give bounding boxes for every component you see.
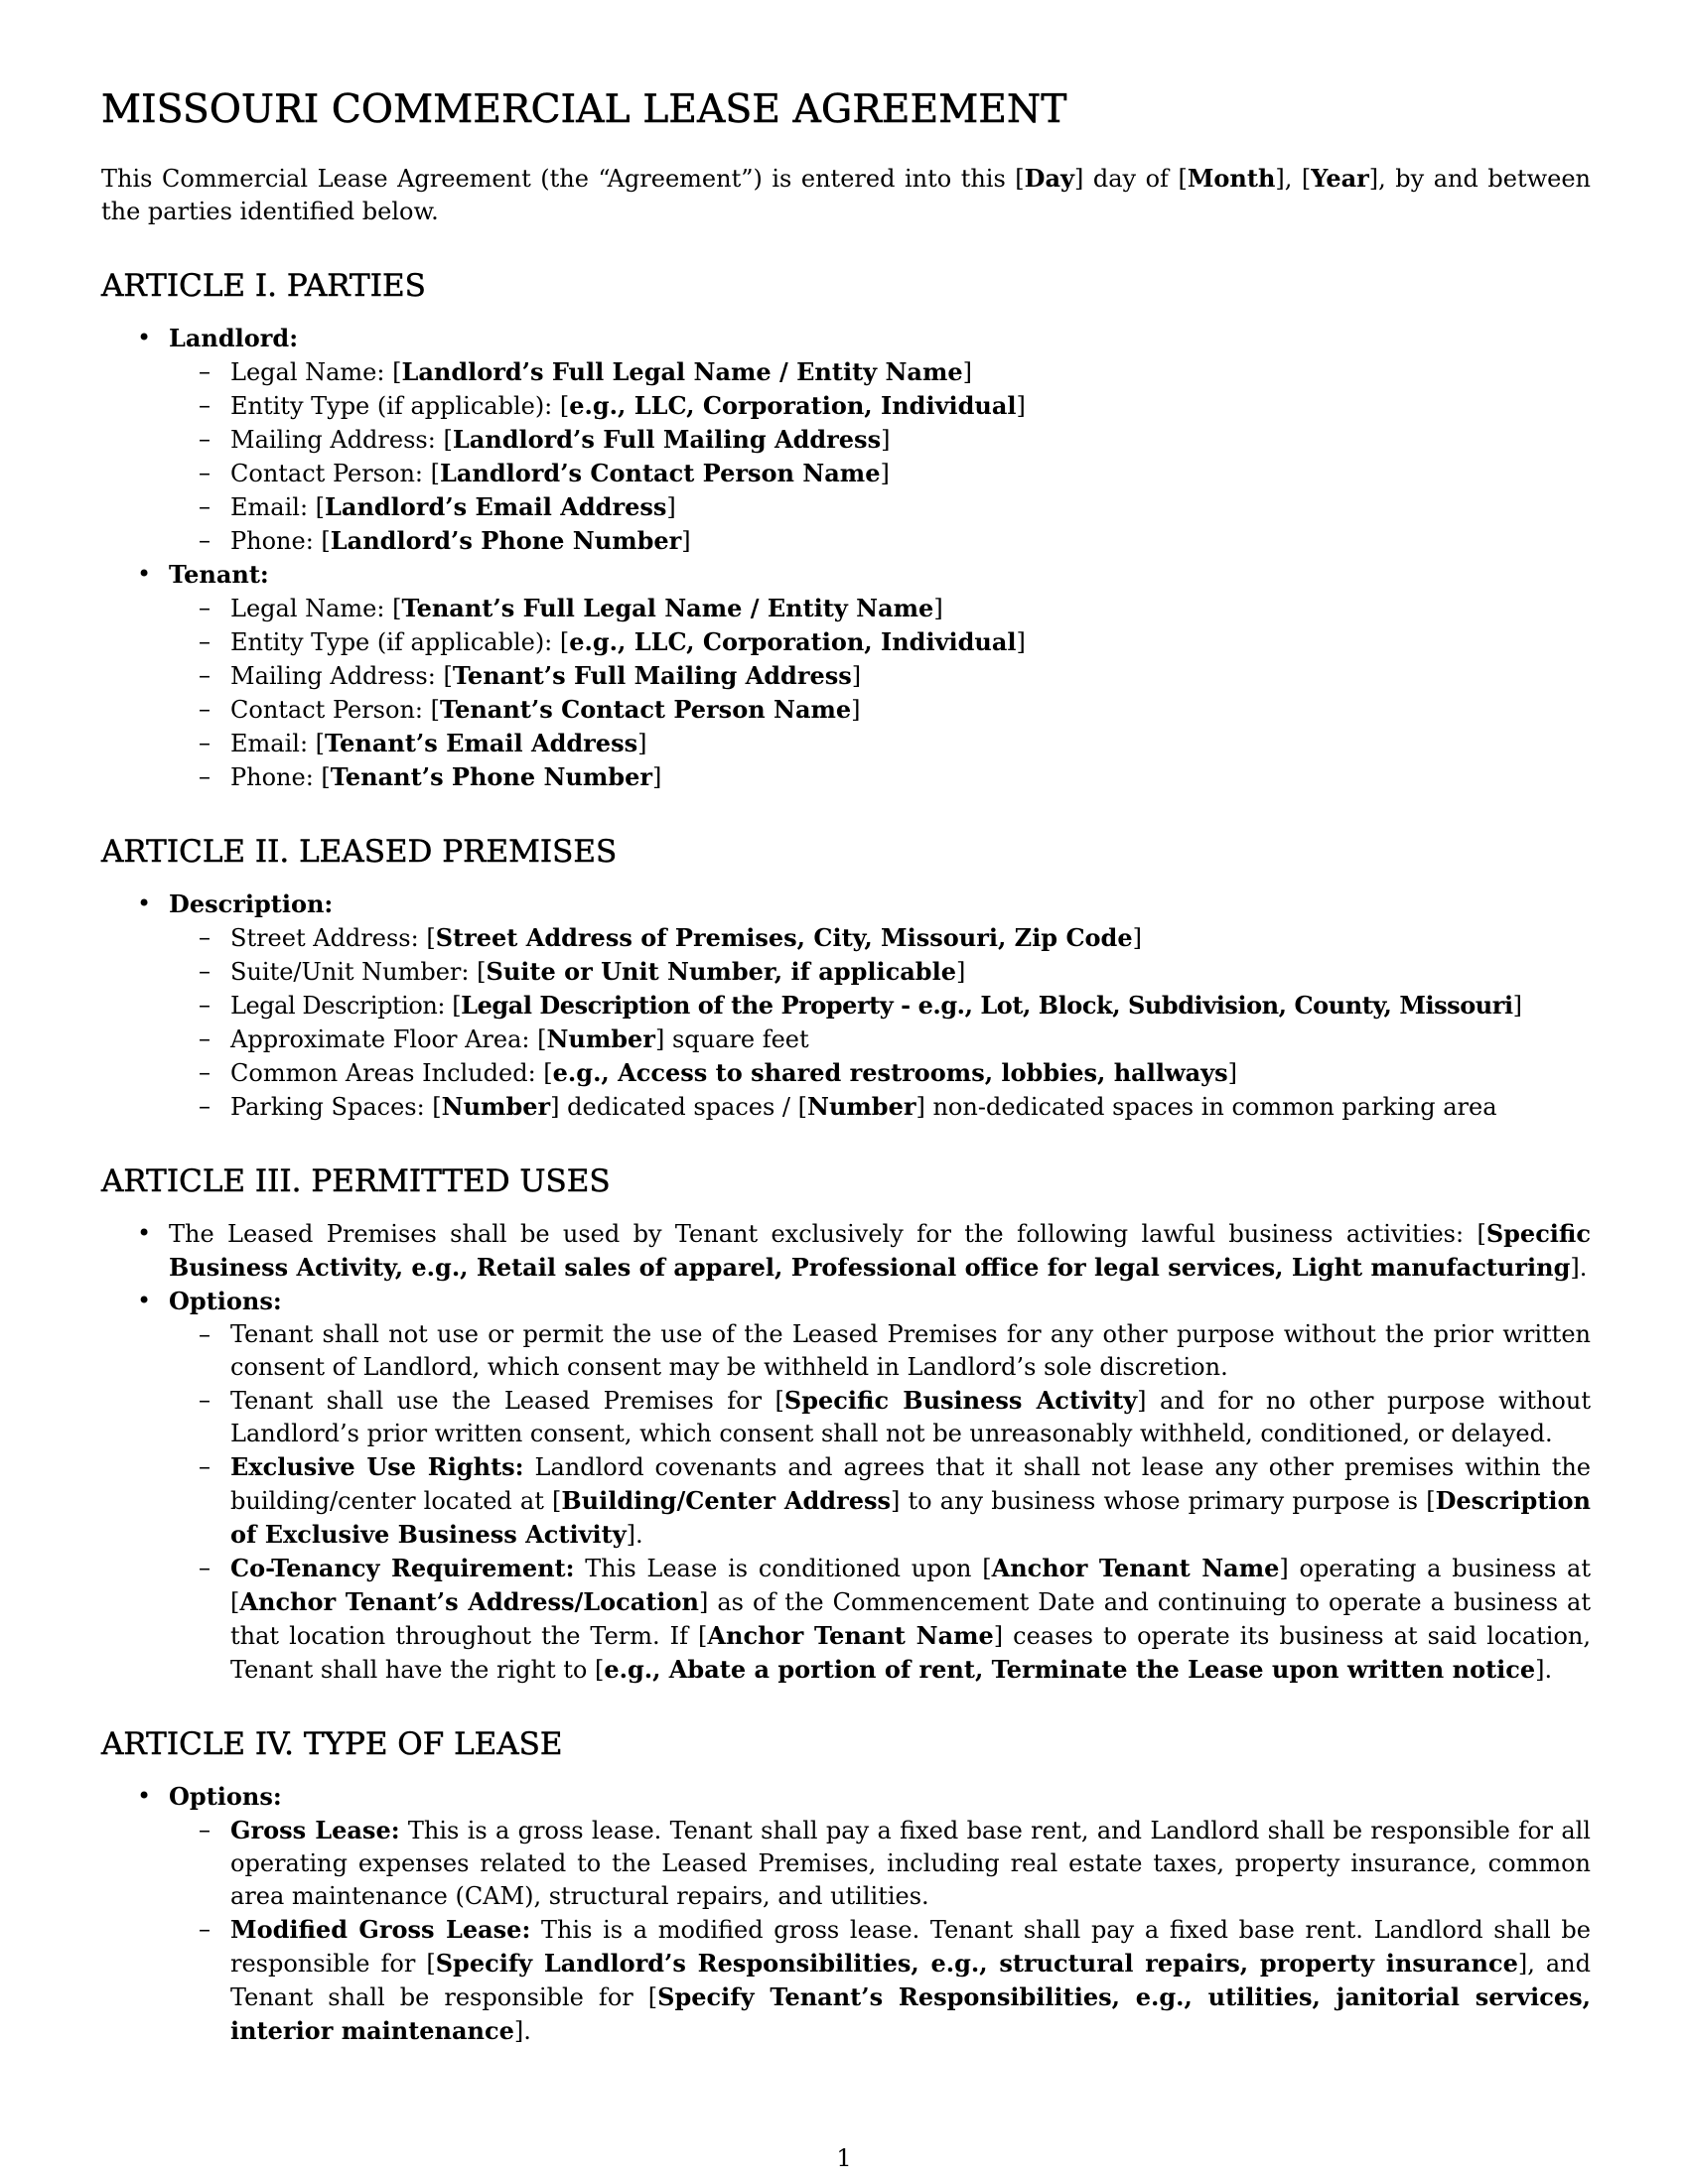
- landlord-item: [169, 355, 1591, 389]
- premises-common-areas: [169, 1056, 1591, 1090]
- tenant-item: [169, 625, 1591, 659]
- tenant-label: Tenant:: [169, 560, 269, 589]
- option-text: ].: [626, 1521, 643, 1549]
- landlord-section: [101, 322, 1591, 558]
- article-1-list: [101, 322, 1591, 794]
- premises-parking: [169, 1090, 1591, 1124]
- intro-year: Year: [1311, 164, 1369, 193]
- lease-type-options: [169, 1814, 1591, 2048]
- use-option-cotenancy: [169, 1552, 1591, 1687]
- landlord-item: [169, 389, 1591, 423]
- use-option-exclusive: [169, 1450, 1591, 1552]
- intro-day: Day: [1024, 164, 1074, 193]
- item-value: Street Address of Premises, City, Missouri, Zip Code: [435, 923, 1133, 952]
- item-end: ] square feet: [654, 1025, 809, 1053]
- item-value: Number: [546, 1024, 655, 1053]
- item-label: Contact Person: [: [230, 460, 440, 487]
- item-label: Entity Type (if applicable): [: [230, 392, 570, 420]
- option-value: Anchor Tenant’s Address/Location: [239, 1587, 699, 1616]
- item-end: ]: [651, 763, 662, 791]
- option-label: Co-Tenancy Requirement:: [230, 1554, 575, 1582]
- intro-text: ] day of [: [1073, 165, 1188, 193]
- option-text: This is a gross lease. Tenant shall pay a fixed base rent, and Landlord shall be responsible for all operating expenses related to the Leased Premises, including real estate taxes, property insurance, common area maintenance (CAM), structural repairs, and utilities.: [230, 1817, 1591, 1910]
- item-label: Legal Description: [: [230, 992, 462, 1020]
- tenant-section: [101, 558, 1591, 794]
- item-end: ]: [1512, 992, 1522, 1020]
- premises-suite: [169, 955, 1591, 989]
- permitted-use-clause: [101, 1217, 1591, 1285]
- use-option-2: [169, 1384, 1591, 1450]
- description-label: Description:: [169, 889, 334, 918]
- item-label: Legal Name: [: [230, 358, 402, 386]
- item-end: ]: [955, 958, 966, 986]
- item-end: ]: [880, 460, 890, 487]
- premises-street: [169, 921, 1591, 955]
- tenant-item: [169, 693, 1591, 727]
- item-value: Landlord’s Full Mailing Address: [452, 425, 882, 454]
- option-value: Description of Exclusive Business Activity: [230, 1486, 1591, 1549]
- lease-option-gross: [169, 1814, 1591, 1913]
- option-value: Specific Business Activity: [783, 1386, 1138, 1415]
- description-section: [101, 887, 1591, 1124]
- intro-month: Month: [1187, 164, 1276, 193]
- option-value: Specify Landlord’s Responsibilities, e.g., structural repairs, property insurance: [435, 1949, 1518, 1978]
- option-value: e.g., Abate a portion of rent, Terminate the Lease upon written notice: [604, 1655, 1536, 1684]
- item-value: Tenant’s Phone Number: [330, 762, 652, 791]
- premises-legal-description: [169, 989, 1591, 1023]
- intro-paragraph: [101, 162, 1591, 228]
- item-label: Entity Type (if applicable): [: [230, 628, 570, 656]
- item-value: Tenant’s Email Address: [325, 729, 638, 757]
- premises-details: [169, 921, 1591, 1124]
- landlord-item: [169, 423, 1591, 457]
- clause-text: ].: [1570, 1254, 1588, 1282]
- tenant-item: [169, 727, 1591, 760]
- landlord-item: [169, 524, 1591, 558]
- option-text: Landlord covenants and agrees that it shall not lease any other premises within the building/center located at [: [230, 1453, 1591, 1515]
- option-text: ], and Tenant shall be responsible for [: [230, 1950, 1592, 2011]
- item-value: Legal Description of the Property - e.g., Lot, Block, Subdivision, County, Missouri: [461, 991, 1513, 1020]
- item-value: Landlord’s Phone Number: [330, 526, 682, 555]
- item-label: Phone: [: [230, 763, 331, 791]
- article-4-list: [101, 1780, 1591, 2048]
- landlord-item: [169, 490, 1591, 524]
- article-2-list: [101, 887, 1591, 1124]
- intro-text: ], [: [1275, 165, 1312, 193]
- option-text: ].: [1535, 1656, 1553, 1684]
- tenant-item: [169, 760, 1591, 794]
- article-3-heading: ARTICLE III. PERMITTED USES: [101, 1163, 611, 1199]
- item-end: ]: [1227, 1059, 1237, 1087]
- item-value: Landlord’s Contact Person Name: [439, 459, 881, 487]
- clause-text: The Leased Premises shall be used by Tenant exclusively for the following lawful business activities: [: [169, 1220, 1486, 1248]
- landlord-label: Landlord:: [169, 324, 299, 352]
- item-label: Suite/Unit Number: [: [230, 958, 487, 986]
- item-label: Email: [: [230, 493, 326, 521]
- item-end: ]: [851, 662, 862, 690]
- options-label: Options:: [169, 1782, 282, 1811]
- item-end: ]: [881, 426, 891, 454]
- options-section: [101, 1285, 1591, 1687]
- option-text: Tenant shall not use or permit the use of the Leased Premises for any other purpose without the prior written consent of Landlord, which consent may be withheld in Landlord’s sole discretion.: [230, 1320, 1591, 1381]
- item-label: Street Address: [: [230, 924, 436, 952]
- item-value: Suite or Unit Number, if applicable: [486, 957, 956, 986]
- item-label: Phone: [: [230, 527, 331, 555]
- clause-value: Specific Business Activity, e.g., Retail sales of apparel, Professional office for legal services, Light manufacturing: [169, 1219, 1591, 1282]
- option-label: Modified Gross Lease:: [230, 1915, 531, 1944]
- item-label: Legal Name: [: [230, 595, 402, 622]
- lease-option-modified-gross: [169, 1913, 1591, 2048]
- document-page: [101, 87, 1591, 2048]
- item-end: ]: [681, 527, 691, 555]
- item-text: ] dedicated spaces / [: [550, 1093, 807, 1121]
- item-value: Number: [441, 1092, 551, 1121]
- item-end: ]: [637, 730, 647, 757]
- document-title: MISSOURI COMMERCIAL LEASE AGREEMENT: [101, 87, 1067, 132]
- item-end: ]: [666, 493, 676, 521]
- article-1-heading: ARTICLE I. PARTIES: [101, 268, 426, 304]
- option-text: ] and for no other purpose without Landlord’s prior written consent, which consent shall not be unreasonably withheld, conditioned, or delayed.: [230, 1387, 1591, 1447]
- article-4-heading: ARTICLE IV. TYPE OF LEASE: [101, 1726, 563, 1762]
- item-end: ]: [1132, 924, 1142, 952]
- item-label: Mailing Address: [: [230, 662, 453, 690]
- premises-floor-area: [169, 1023, 1591, 1056]
- option-text: ] as of the Commencement Date and continuing to operate a business at that location throughout the Term. If [: [230, 1588, 1591, 1650]
- option-text: ] to any business whose primary purpose is [: [891, 1487, 1436, 1515]
- option-label: Gross Lease:: [230, 1816, 400, 1844]
- item-end: ] non-dedicated spaces in common parking area: [915, 1093, 1497, 1121]
- item-value: Tenant’s Full Legal Name / Entity Name: [401, 594, 934, 622]
- tenant-item: [169, 592, 1591, 625]
- use-option-1: [169, 1318, 1591, 1384]
- option-value: Anchor Tenant Name: [991, 1554, 1280, 1582]
- tenant-details: [169, 592, 1591, 794]
- landlord-details: [169, 355, 1591, 558]
- option-value: Anchor Tenant Name: [707, 1621, 994, 1650]
- options-section: [101, 1780, 1591, 2048]
- article-3-list: [101, 1217, 1591, 1687]
- tenant-item: [169, 659, 1591, 693]
- article-2-heading: ARTICLE II. LEASED PREMISES: [101, 834, 618, 870]
- page-number: 1: [836, 2144, 852, 2172]
- item-value: e.g., LLC, Corporation, Individual: [569, 391, 1017, 420]
- option-text: This is a modified gross lease. Tenant shall pay a fixed base rent. Landlord shall be responsible for [: [230, 1916, 1591, 1978]
- intro-text: This Commercial Lease Agreement (the “Agreement”) is entered into this [: [101, 165, 1025, 193]
- item-end: ]: [1016, 392, 1026, 420]
- option-text: Tenant shall use the Leased Premises for [: [230, 1387, 784, 1415]
- item-value: e.g., Access to shared restrooms, lobbies, hallways: [552, 1058, 1228, 1087]
- item-label: Common Areas Included: [: [230, 1059, 553, 1087]
- option-text: ].: [513, 2017, 531, 2045]
- intro-text: ], by and between the parties identified below.: [101, 165, 1591, 225]
- item-value: Landlord’s Email Address: [325, 492, 667, 521]
- item-label: Email: [: [230, 730, 326, 757]
- item-label: Parking Spaces: [: [230, 1093, 442, 1121]
- landlord-item: [169, 457, 1591, 490]
- option-text: ] ceases to operate its business at said location, Tenant shall have the right to [: [230, 1622, 1591, 1684]
- options-label: Options:: [169, 1287, 282, 1315]
- item-end: ]: [962, 358, 972, 386]
- item-value: Landlord’s Full Legal Name / Entity Name: [401, 357, 963, 386]
- option-value: Building/Center Address: [561, 1486, 892, 1515]
- item-label: Approximate Floor Area: [: [230, 1025, 547, 1053]
- item-label: Contact Person: [: [230, 696, 440, 724]
- option-label: Exclusive Use Rights:: [230, 1452, 524, 1481]
- use-options: [169, 1318, 1591, 1687]
- option-text: ] operating a business at [: [230, 1555, 1592, 1616]
- item-value: e.g., LLC, Corporation, Individual: [569, 627, 1017, 656]
- item-value: Tenant’s Full Mailing Address: [452, 661, 852, 690]
- item-value: Tenant’s Contact Person Name: [439, 695, 852, 724]
- item-value: Number: [807, 1092, 916, 1121]
- option-value: Specify Tenant’s Responsibilities, e.g., utilities, janitorial services, interior maintenance: [230, 1982, 1592, 2045]
- option-text: This Lease is conditioned upon [: [574, 1555, 992, 1582]
- item-end: ]: [1016, 628, 1026, 656]
- item-end: ]: [851, 696, 861, 724]
- item-label: Mailing Address: [: [230, 426, 453, 454]
- item-end: ]: [933, 595, 943, 622]
